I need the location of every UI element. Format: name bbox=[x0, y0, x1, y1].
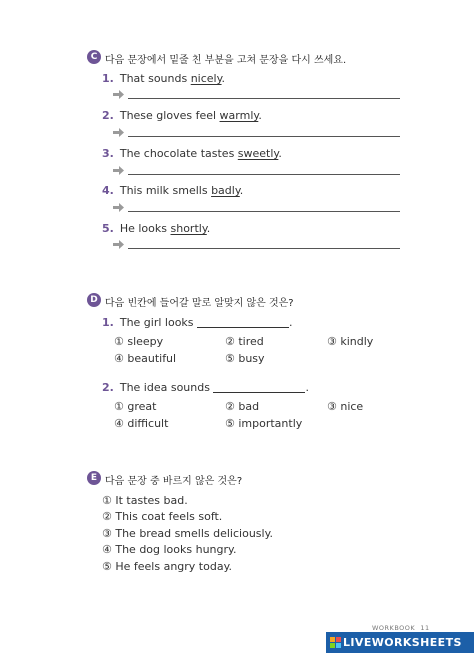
section-d-question-1 bbox=[102, 316, 293, 329]
answer-underline bbox=[128, 98, 400, 99]
underlined-word: sweetly bbox=[237, 147, 279, 160]
option-5[interactable]: ⑤ importantly bbox=[225, 417, 303, 430]
section-c-badge: C bbox=[87, 50, 101, 64]
question-stem: The idea sounds bbox=[119, 381, 214, 394]
liveworksheets-logo-icon bbox=[330, 637, 341, 648]
answer-line-5[interactable] bbox=[113, 239, 401, 250]
question-end: . bbox=[258, 109, 262, 122]
section-e-instruction: 다음 문장 중 바르지 않은 것은? bbox=[105, 476, 243, 487]
question-number: 1. bbox=[102, 316, 114, 329]
underlined-word: shortly bbox=[170, 222, 207, 235]
question-end: . bbox=[305, 381, 309, 394]
question-end: . bbox=[289, 316, 293, 329]
choice-5[interactable]: ⑤ He feels angry today. bbox=[102, 560, 233, 573]
question-number: 2. bbox=[102, 381, 114, 394]
question-number: 5. bbox=[102, 222, 114, 235]
underlined-word: warmly bbox=[219, 109, 259, 122]
section-d-badge: D bbox=[87, 293, 101, 307]
choice-4[interactable]: ④ The dog looks hungry. bbox=[102, 543, 237, 556]
option-2[interactable]: ② bad bbox=[225, 400, 260, 413]
option-3[interactable]: ③ nice bbox=[327, 400, 364, 413]
option-4[interactable]: ④ difficult bbox=[114, 417, 169, 430]
section-d-instruction: 다음 빈칸에 들어갈 말로 알맞지 않은 것은? bbox=[105, 298, 294, 309]
underlined-word: badly bbox=[211, 184, 240, 197]
arrow-right-icon bbox=[113, 166, 124, 175]
question-stem: The girl looks bbox=[119, 316, 198, 329]
question-end: . bbox=[206, 222, 211, 235]
underlined-word: nicely bbox=[190, 72, 222, 85]
question-number: 4. bbox=[102, 184, 114, 197]
question-text: The chocolate tastes bbox=[119, 147, 238, 160]
choice-3[interactable]: ③ The bread smells deliciously. bbox=[102, 527, 274, 540]
option-4[interactable]: ④ beautiful bbox=[114, 352, 177, 365]
answer-line-1[interactable] bbox=[113, 89, 401, 100]
question-number: 3. bbox=[102, 147, 114, 160]
section-d-question-2 bbox=[102, 381, 309, 394]
section-e-badge: E bbox=[87, 471, 101, 485]
answer-line-4[interactable] bbox=[113, 202, 401, 213]
fill-in-blank[interactable] bbox=[213, 381, 305, 393]
section-c-question-4 bbox=[102, 184, 243, 197]
option-2[interactable]: ② tired bbox=[225, 335, 264, 348]
question-end: . bbox=[221, 72, 226, 85]
question-text: These gloves feel bbox=[119, 109, 220, 122]
liveworksheets-banner bbox=[326, 632, 474, 653]
workbook-text: WORKBOOK bbox=[372, 624, 416, 632]
workbook-label bbox=[372, 624, 430, 632]
fill-in-blank[interactable] bbox=[197, 316, 289, 328]
page-number: 11 bbox=[420, 624, 430, 632]
question-text: He looks bbox=[119, 222, 171, 235]
question-end: . bbox=[239, 184, 244, 197]
arrow-right-icon bbox=[113, 90, 124, 99]
answer-underline bbox=[128, 211, 400, 212]
section-c-question-3 bbox=[102, 147, 282, 160]
answer-underline bbox=[128, 174, 400, 175]
answer-line-3[interactable] bbox=[113, 165, 401, 176]
question-end: . bbox=[278, 147, 282, 160]
choice-2[interactable]: ② This coat feels soft. bbox=[102, 510, 223, 523]
answer-underline bbox=[128, 248, 400, 249]
choice-1[interactable]: ① It tastes bad. bbox=[102, 494, 188, 507]
option-1[interactable]: ① great bbox=[114, 400, 157, 413]
section-c-question-1 bbox=[102, 72, 225, 85]
answer-underline bbox=[128, 136, 400, 137]
arrow-right-icon bbox=[113, 240, 124, 249]
option-1[interactable]: ① sleepy bbox=[114, 335, 164, 348]
section-c-question-2 bbox=[102, 109, 262, 122]
question-number: 2. bbox=[102, 109, 114, 122]
option-5[interactable]: ⑤ busy bbox=[225, 352, 265, 365]
question-text: That sounds bbox=[119, 72, 191, 85]
answer-line-2[interactable] bbox=[113, 127, 401, 138]
option-3[interactable]: ③ kindly bbox=[327, 335, 374, 348]
arrow-right-icon bbox=[113, 128, 124, 137]
question-number: 1. bbox=[102, 72, 114, 85]
section-c-instruction: 다음 문장에서 밑줄 친 부분을 고쳐 문장을 다시 쓰세요. bbox=[105, 55, 347, 66]
arrow-right-icon bbox=[113, 203, 124, 212]
brand-name: LIVEWORKSHEETS bbox=[343, 636, 462, 649]
section-c-question-5 bbox=[102, 222, 210, 235]
question-text: This milk smells bbox=[119, 184, 212, 197]
